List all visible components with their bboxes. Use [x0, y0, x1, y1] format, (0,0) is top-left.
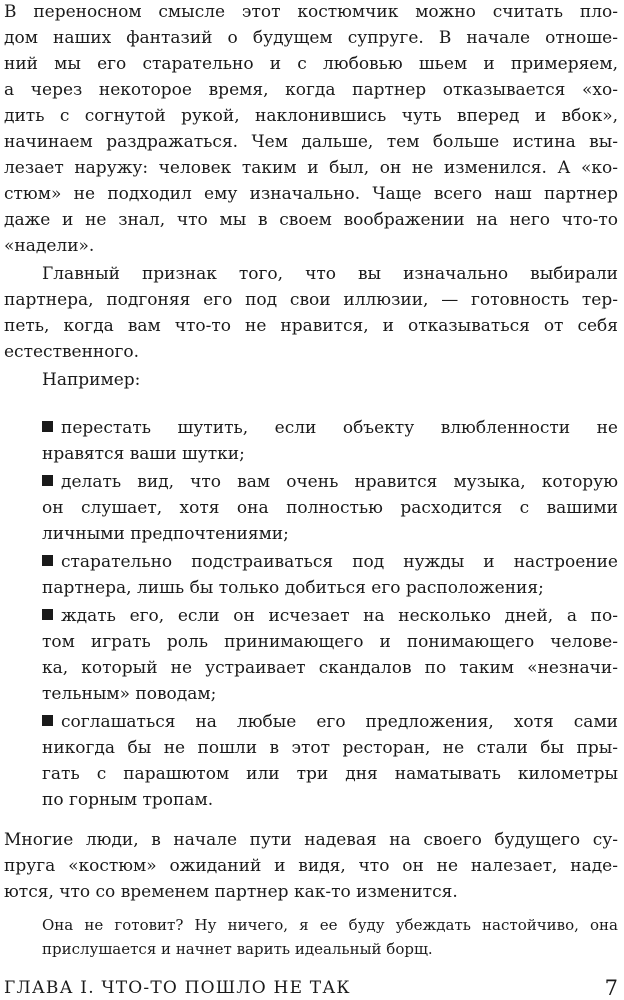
quote-line: Она не готовит? Ну ничего, я ее буду убеждать настойчиво, она: [42, 916, 618, 934]
bullet-square-icon: [42, 715, 53, 726]
list-item: перестать шутить, если объекту влюбленности не: [42, 420, 618, 437]
list-item-line: тельным» поводам;: [42, 684, 217, 704]
text-line: Многие люди, в начале пути надевая на своего будущего су-: [4, 830, 618, 850]
bullet-square-icon: [42, 421, 53, 432]
list-item: ждать его, если он исчезает на несколько дней, а по-: [42, 608, 618, 625]
list-item-line: личными предпочтениями;: [42, 524, 289, 544]
text-line: петь, когда вам что-то не нравится, и отказываться от себя: [4, 316, 618, 336]
list-item-line: никогда бы не пошли в этот ресторан, не стали бы пры-: [42, 738, 618, 758]
text-line: «надели».: [4, 236, 95, 256]
text-line: дить с согнутой рукой, наклонившись чуть вперед и вбок»,: [4, 106, 618, 126]
text-line: стюм» не подходил ему изначально. Чаще всего наш партнер: [4, 184, 618, 204]
list-item: делать вид, что вам очень нравится музыка, которую: [42, 474, 618, 491]
text-line: ний мы его старательно и с любовью шьем и примеряем,: [4, 54, 618, 74]
bullet-square-icon: [42, 609, 53, 620]
text-line: пруга «костюм» ожиданий и видя, что он не налезает, наде-: [4, 856, 618, 876]
text-line: лезает наружу: человек таким и был, он не изменился. А «ко-: [4, 158, 618, 178]
list-item-line: гать с парашютом или три дня наматывать километры: [42, 764, 618, 784]
text-line: дом наших фантазий о будущем супруге. В начале отноше-: [4, 28, 618, 48]
list-item-line: по горным тропам.: [42, 790, 214, 810]
page-number: 7: [604, 976, 618, 1000]
text-line: начинаем раздражаться. Чем дальше, тем больше истина вы-: [4, 132, 618, 152]
text-line: Например:: [42, 370, 141, 390]
text-line: ются, что со временем партнер как-то изменится.: [4, 882, 458, 902]
list-item: соглашаться на любые его предложения, хотя сами: [42, 714, 618, 731]
text-line: Главный признак того, что вы изначально выбирали: [42, 264, 618, 284]
text-line: даже и не знал, что мы в своем воображении на него что-то: [4, 210, 618, 230]
list-item-line: партнера, лишь бы только добиться его расположения;: [42, 578, 544, 598]
list-item-line: нравятся ваши шутки;: [42, 444, 245, 464]
text-line: а через некоторое время, когда партнер отказывается «хо-: [4, 80, 618, 100]
list-item-line: он слушает, хотя она полностью расходится с вашими: [42, 498, 618, 518]
page-footer: [4, 976, 618, 1000]
quote-line: прислушается и начнет варить идеальный борщ.: [42, 940, 433, 958]
text-line: естественного.: [4, 342, 140, 362]
bullet-square-icon: [42, 555, 53, 566]
list-item-line: ка, который не устраивает скандалов по таким «незначи-: [42, 658, 618, 678]
list-item: старательно подстраиваться под нужды и настроение: [42, 554, 618, 571]
list-item-line: том играть роль принимающего и понимающего челове-: [42, 632, 618, 652]
text-line: В переносном смысле этот костюмчик можно считать пло-: [4, 2, 618, 22]
text-line: партнера, подгоняя его под свои иллюзии, — готовность тер-: [4, 290, 618, 310]
running-header-chapter: ГЛАВА I. ЧТО-ТО ПОШЛО НЕ ТАК: [4, 978, 351, 998]
bullet-square-icon: [42, 475, 53, 486]
